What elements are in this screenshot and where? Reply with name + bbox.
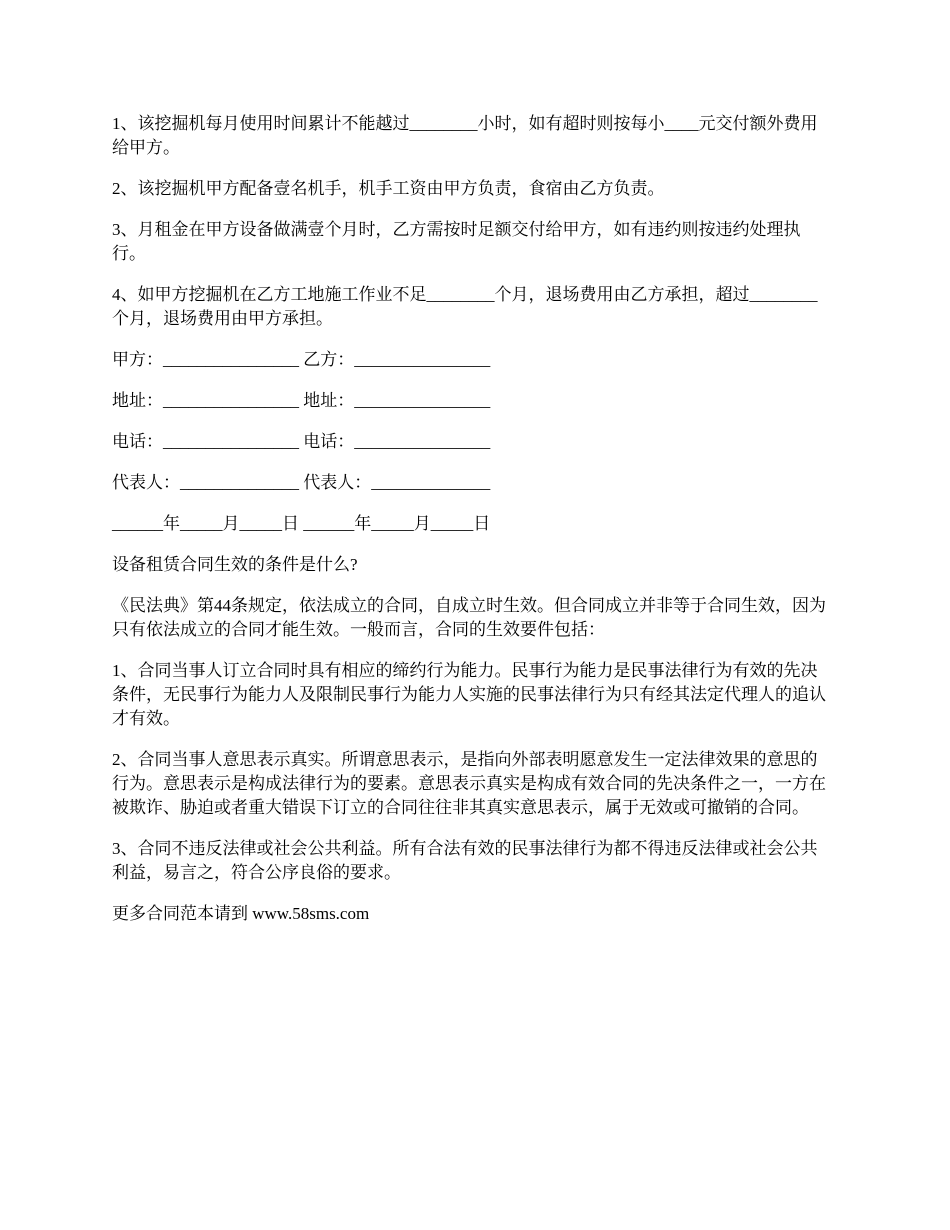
document-page bbox=[112, 112, 832, 943]
signature-address-line: 地址：________________ 地址：________________ bbox=[112, 391, 491, 410]
footer-link-text: 更多合同范本请到 www.58sms.com bbox=[112, 904, 370, 923]
section-question: 设备租赁合同生效的条件是什么? bbox=[112, 555, 358, 574]
clause-1: 1、该挖掘机每月使用时间累计不能越过________小时，如有超时则按每小____元交付额外费用给甲方。 bbox=[112, 114, 818, 157]
clause-3: 3、月租金在甲方设备做满壹个月时，乙方需按时足额交付给甲方，如有违约则按违约处理执行。 bbox=[112, 220, 801, 263]
section-intro: 《民法典》第44条规定，依法成立的合同，自成立时生效。但合同成立并非等于合同生效，因为只有依法成立的合同才能生效。一般而言，合同的生效要件包括： bbox=[112, 596, 826, 639]
condition-1: 1、合同当事人订立合同时具有相应的缔约行为能力。民事行为能力是民事法律行为有效的先决条件，无民事行为能力人及限制民事行为能力人实施的民事法律行为只有经其法定代理人的追认才有效。 bbox=[112, 661, 826, 728]
condition-2: 2、合同当事人意思表示真实。所谓意思表示，是指向外部表明愿意发生一定法律效果的意思的行为。意思表示是构成法律行为的要素。意思表示真实是构成有效合同的先决条件之一，一方在被欺诈、胁迫或者重大错误下订立的合同往往非其真实意思表示，属于无效或可撤销的合同。 bbox=[112, 750, 826, 817]
clause-2: 2、该挖掘机甲方配备壹名机手，机手工资由甲方负责，食宿由乙方负责。 bbox=[112, 179, 665, 198]
signature-representative-line: 代表人：______________ 代表人：______________ bbox=[112, 473, 491, 492]
condition-3: 3、合同不违反法律或社会公共利益。所有合法有效的民事法律行为都不得违反法律或社会公共利益，易言之，符合公序良俗的要求。 bbox=[112, 839, 818, 882]
clause-4: 4、如甲方挖掘机在乙方工地施工作业不足________个月，退场费用由乙方承担，超过________个月，退场费用由甲方承担。 bbox=[112, 285, 818, 328]
signature-date-line: ______年_____月_____日 ______年_____月_____日 bbox=[112, 514, 491, 533]
signature-phone-line: 电话：________________ 电话：________________ bbox=[112, 432, 491, 451]
signature-party-line: 甲方：________________ 乙方：________________ bbox=[112, 350, 491, 369]
